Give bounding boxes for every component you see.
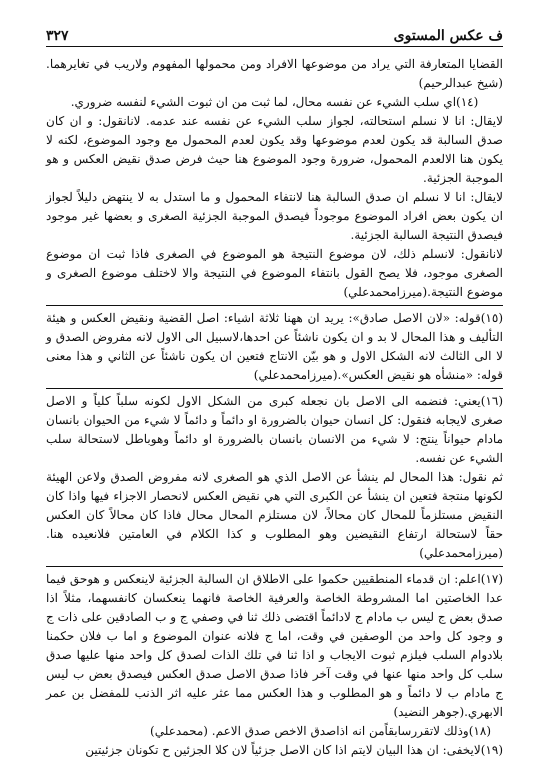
footnote-17: (١٧)اعلم: ان قدماء المنطقيين حكموا على الاطلاق ان السالبة الجزئية لاينعكس و هوحق فيما عدا الخاصتين اما المشروطة الخاصة والعرفية الخاصة فانهما ينعكسان كانفسهما، مثلاً اذا صدق بعض ج ليس ب مادام ج لادائماً اقتضى ذلك ثنا في وصفي ج و ب الصادقين على ذات ج و وجود كل واحد من الوصفين في وقت، اما ج فلانه عنوان الموضوع و اما ب فلان حكمنا بلادوام السلب فيلزم ثبوت الايجاب و اذا ثنا في تلك الذات لصدق كل واحد منها عليها صدق سلب كل واحد منها عنها في وقت آخر فاذا صدق الاصل صدق العكس فيصدق بعض ب ليس ج مادام ب لا دائماً و هو المطلوب و هذا العكس مما عثر عليه اثر الذنب للمفضل بن عمر الابهري.(جوهر النضيد): [46, 572, 504, 719]
footnote-paragraph: لايقال: انا لا نسلم ان صدق السالبة هنا لانتفاء المحمول و ما استدل به لا ينتهض دليلاً لجواز ان يكون بعض افراد الموضوع موجوداً فيصدق الموجبة الجزئية الصغرى و بعضها غير موجود فيصدق النتيجة السالبة الجزئية.: [46, 190, 503, 242]
page-header: [46, 22, 503, 47]
footnotes-body: [46, 55, 503, 760]
footnote-14: (١٤)اي سلب الشيء عن نفسه محال، لما ثبت من ان ثبوت الشيء لنفسه ضروري.: [70, 95, 479, 109]
footnote-paragraph: ثم نقول: هذا المحال لم ينشأ عن الاصل الذي هو الصغرى لانه مفروض الصدق ولاعن الهيئة لكونها منتجة فتعين ان ينشأ عن الكبرى التي هي نقيض العكس لانحصار الاجزاء فيها واذا كان النقيض مستلزماً للمحال كان محالاً، لان مستلزم المحال محال فاذا كان محالاً كان العكس حقاً لاستحالة ارتفاع النقيضين وهو المطلوب و كذا الكلام في العامتين فلانعيده هنا.(ميرزامحمدعلي): [46, 470, 503, 560]
footnote-paragraph: لانانقول: لانسلم ذلك، لان موضوع النتيجة هو الموضوع في الصغرى فاذا ثبت ان موضوع الصغرى موجود، فلا يصح القول بانتفاء الموضوع في النتيجة والا لاختلف موضوع الصغرى و موضوع النتيجة.(ميرزامحمدعلي): [46, 247, 503, 299]
footnote-paragraph: القضايا المتعارفة التي يراد من موضوعها الافراد ومن محمولها المفهوم ولاريب في تغايرهما.(شيخ عبدالرحيم): [46, 57, 503, 90]
footnote-16: (١٦)يعني: فنضمه الى الاصل بان نجعله كبرى من الشكل الاول لكونه سلباً كلياً و الاصل صغرى لايجابه فنقول: كل انسان حيوان بالضرورة او دائماً و دائماً لا شيء من الحيوان بانسان مادام حيواناً ينتج: لا شيء من الانسان بانسان بالضرورة او دائماً وهوباطل لاستحالة سلب الشيء عن نفسه.: [46, 394, 503, 465]
footnote-paragraph: لايقال: انا لا نسلم استحالته، لجواز سلب الشيء عن نفسه عند عدمه. لانانقول: و ان كان صدق السالبة قد يكون لعدم موضوعها وقد يكون لعدم المحمول مع وجود الموضوع، لكنه لا يكون هنا الالعدم المحمول، ضرورة وجود الموضوع هنا حيث فرض صدق نقيض العكس و هو الموجبة الجزئية.: [46, 114, 503, 185]
footnote-15: (١٥)قوله: «لان الاصل صادق»: يريد ان ههنا ثلاثة اشياء: اصل القضية ونقيض العكس و هيئة التأليف و هذا المحال لا بد و ان يكون ناشئاً عن احدها،لاسبيل الى الاول لانه مفروض الصدق و لا الى الثالث لانه الشكل الاول و هو بيّن الانتاج فتعين ان يكون ناشئاً عن الثاني و هذا معنى قوله: «منشأه هو نقيض العكس».(ميرزامحمدعلي): [46, 311, 503, 382]
footnote-19: (١٩)لايخفى: ان هذا البيان لايتم اذا كان الاصل جزئياً لان كلا الجزئين ح تكونان جزئيتين: [85, 743, 503, 757]
page-number: ٣٢٧: [46, 28, 69, 44]
divider: [46, 305, 503, 306]
running-title: ف عكس المستوى: [393, 28, 503, 44]
divider: [46, 566, 503, 567]
footnote-18: (١٨)وذلك لاتقررسابقاًمن انه اذاصدق الاخص صدق الاعم. (محمدعلي): [150, 724, 491, 738]
divider: [46, 388, 503, 389]
